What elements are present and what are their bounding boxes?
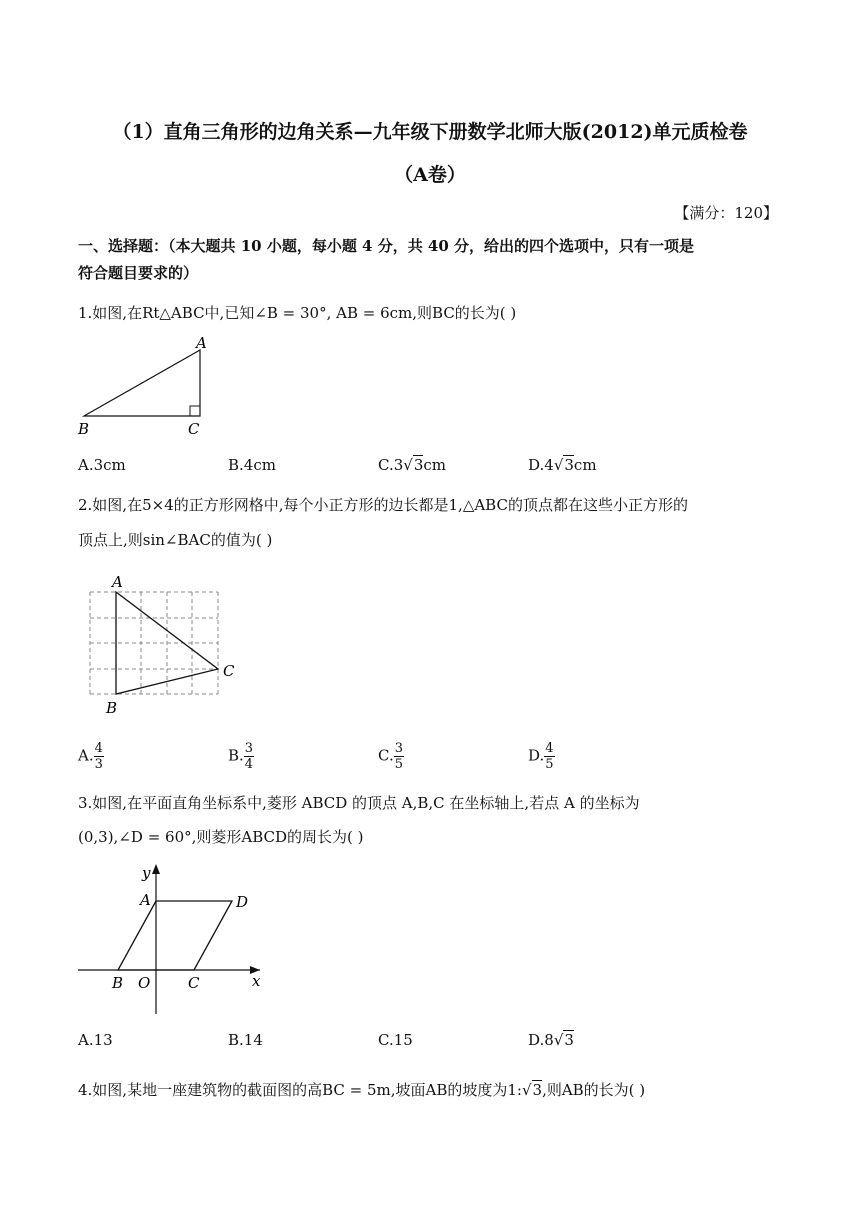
section-header-line1: 一、选择题：（本大题共 10 小题，每小题 4 分，共 40 分，给出的四个选项中，只有一项是 <box>78 237 695 255</box>
q1-option-d: D.4√3cm <box>528 456 597 474</box>
q3-label-d: D <box>236 893 249 911</box>
question-3-line1: 3.如图,在平面直角坐标系中,菱形 ABCD 的顶点 A,B,C 在坐标轴上,若点 A 的坐标为 <box>78 794 640 812</box>
q3-rhombus-figure <box>70 858 280 1018</box>
question-3-line2: (0,3),∠D = 60°,则菱形ABCD的周长为( ) <box>78 828 364 846</box>
section-header-line2: 符合题目要求的） <box>78 264 199 282</box>
q2-label-c: C <box>223 662 235 680</box>
question-2-line2: 顶点上,则sin∠BAC的值为( ) <box>78 531 273 549</box>
q1-label-c: C <box>188 420 200 438</box>
q1-option-a: A.3cm <box>78 456 126 474</box>
q3-option-d: D.8√3 <box>528 1031 574 1049</box>
q1-triangle <box>84 350 200 416</box>
question-4-text: 4.如图,某地一座建筑物的截面图的高BC = 5m,坡面AB的坡度为1:√3,则AB的长为( ) <box>78 1081 646 1099</box>
page-subtitle: （A卷） <box>394 164 466 186</box>
q3-option-b: B.14 <box>228 1031 263 1049</box>
q1-option-b: B.4cm <box>228 456 276 474</box>
q3-option-a: A.13 <box>78 1031 113 1049</box>
q3-label-c: C <box>188 974 200 992</box>
q2-label-b: B <box>106 699 118 717</box>
page-title: （1）直角三角形的边角关系—九年级下册数学北师大版(2012)单元质检卷 <box>112 121 748 143</box>
q2-grid-figure <box>78 570 258 720</box>
q3-option-c: C.15 <box>378 1031 413 1049</box>
q3-rhombus <box>118 901 232 970</box>
q1-label-b: B <box>78 420 90 438</box>
q2-option-c: C. $\frac{3}{5}$ <box>378 741 403 772</box>
q3-label-x: x <box>252 972 261 990</box>
q3-label-o: O <box>138 974 151 992</box>
question-2-line1: 2.如图,在5×4的正方形网格中,每个小正方形的边长都是1,△ABC的顶点都在这些小正方形的 <box>78 496 688 514</box>
q3-y-arrow <box>152 864 160 874</box>
q2-label-a: A <box>112 573 123 591</box>
q2-grid <box>90 592 218 694</box>
q2-option-a: A. $\frac{4}{3}$ <box>78 741 103 772</box>
q1-option-c: C.3√3cm <box>378 456 446 474</box>
q3-label-b: B <box>112 974 124 992</box>
q1-right-angle-mark <box>190 406 200 416</box>
q1-label-a: A <box>196 334 207 352</box>
question-1-text: 1.如图,在Rt△ABC中,已知∠B = 30°, AB = 6cm,则BC的长为( ) <box>78 304 517 322</box>
q3-label-y: y <box>142 864 151 882</box>
q2-option-d: D. $\frac{4}{5}$ <box>528 741 554 772</box>
q1-triangle-figure <box>70 330 230 440</box>
q2-option-b: B. $\frac{3}{4}$ <box>228 741 254 772</box>
q3-label-a: A <box>140 891 151 909</box>
full-score: 【满分：120】 <box>674 204 778 222</box>
